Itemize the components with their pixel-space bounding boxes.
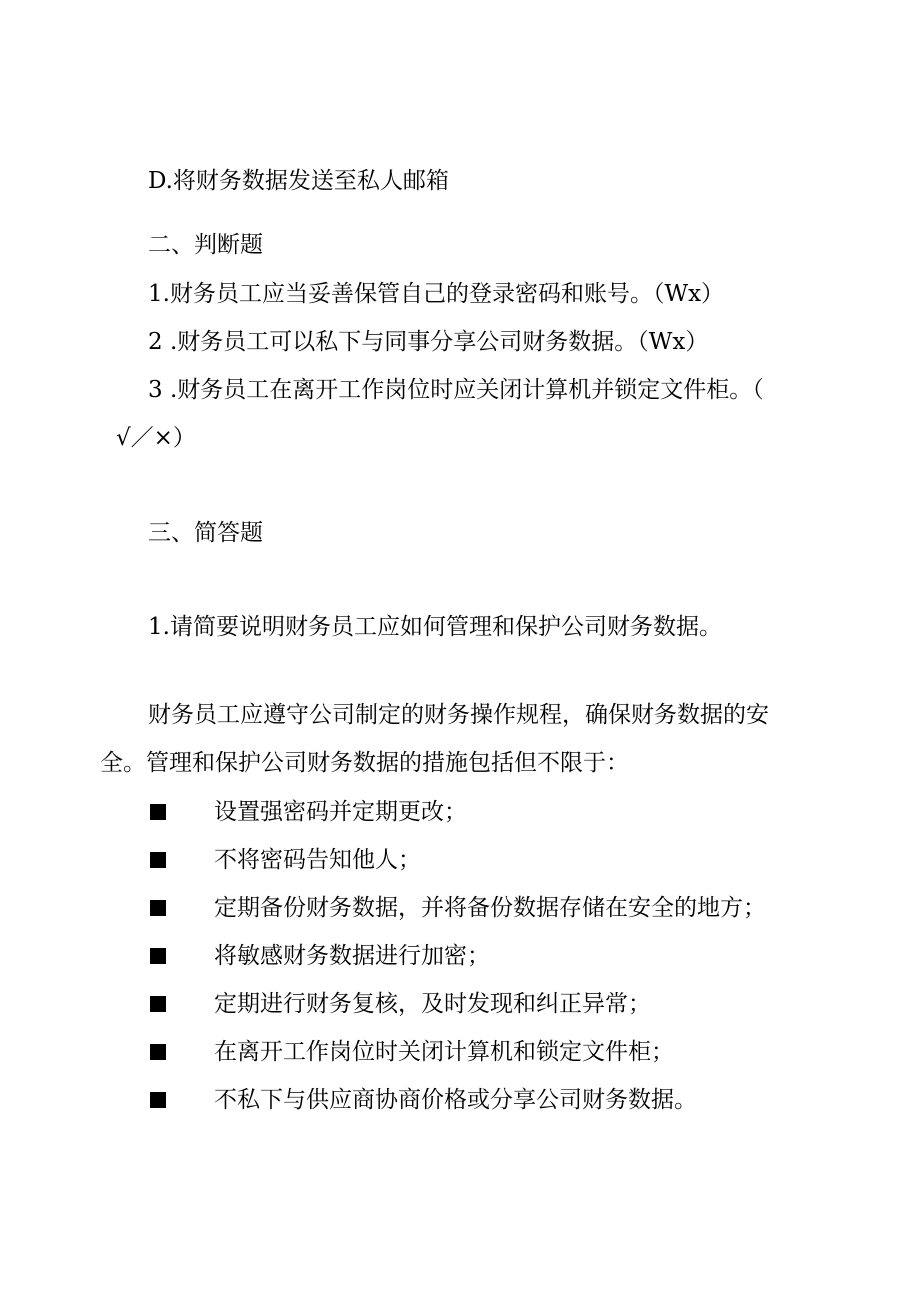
bullet-marker [150,852,166,868]
option-d: D.将财务数据发送至私人邮箱 [148,168,449,194]
bullet-item: 不将密码告知他人； [214,847,421,873]
true-false-question-3: 3 .财务员工在离开工作岗位时应关闭计算机并锁定文件柜。（ [148,377,764,403]
true-false-question-1: 1.财务员工应当妥善保管自己的登录密码和账号。（Wx） [148,281,725,307]
bullet-item: 定期进行财务复核，及时发现和纠正异常； [214,991,651,1017]
true-false-question-3-continued: √／×） [116,425,196,451]
bullet-marker [150,900,166,916]
short-answer-question-1: 1.请简要说明财务员工应如何管理和保护公司财务数据。 [148,614,722,640]
bullet-marker [150,996,166,1012]
bullet-marker [150,948,166,964]
bullet-item: 定期备份财务数据，并将备份数据存储在安全的地方； [214,895,766,921]
answer-paragraph-line-1: 财务员工应遵守公司制定的财务操作规程，确保财务数据的安 [148,702,769,728]
section2-heading: 二、判断题 [148,232,263,258]
section3-heading: 三、简答题 [148,520,263,546]
bullet-item: 设置强密码并定期更改； [214,799,467,825]
bullet-marker [150,1044,166,1060]
bullet-marker [150,804,166,820]
bullet-item: 在离开工作岗位时关闭计算机和锁定文件柜； [214,1039,674,1065]
bullet-item: 不私下与供应商协商价格或分享公司财务数据。 [214,1087,697,1113]
true-false-question-2: 2 .财务员工可以私下与同事分享公司财务数据。（Wx） [148,329,709,355]
bullet-marker [150,1092,166,1108]
answer-paragraph-line-2: 全。管理和保护公司财务数据的措施包括但不限于： [100,750,629,776]
bullet-item: 将敏感财务数据进行加密； [214,943,490,969]
